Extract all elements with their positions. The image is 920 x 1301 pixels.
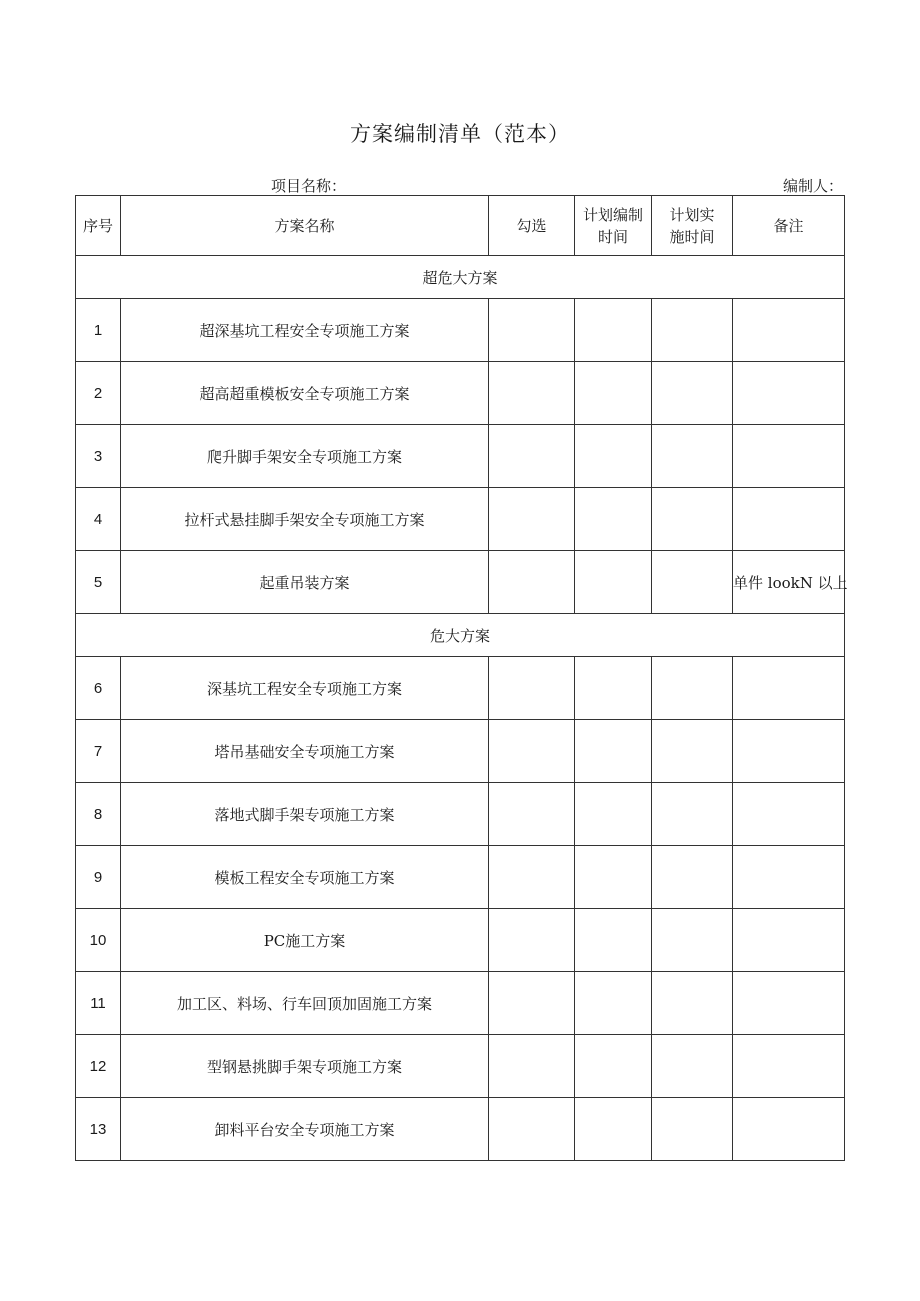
header-seq: 序号 xyxy=(76,196,121,256)
table-row xyxy=(76,299,845,362)
row-seq: 6 xyxy=(76,657,121,720)
row-check-cell[interactable] xyxy=(489,299,575,362)
row-planned-compile-time-cell[interactable] xyxy=(575,657,652,720)
row-remark[interactable] xyxy=(733,657,845,720)
row-plan-name: 模板工程安全专项施工方案 xyxy=(121,846,489,909)
section-title: 危大方案 xyxy=(76,614,845,657)
row-seq: 7 xyxy=(76,720,121,783)
plan-list-table xyxy=(75,195,848,1161)
table-row xyxy=(76,425,845,488)
row-planned-compile-time-cell[interactable] xyxy=(575,425,652,488)
table-row xyxy=(76,909,845,972)
row-planned-implement-time-cell[interactable] xyxy=(652,846,733,909)
section-title: 超危大方案 xyxy=(76,256,845,299)
row-plan-name: 塔吊基础安全专项施工方案 xyxy=(121,720,489,783)
row-remark[interactable] xyxy=(733,299,845,362)
row-planned-compile-time-cell[interactable] xyxy=(575,299,652,362)
row-planned-implement-time-cell[interactable] xyxy=(652,425,733,488)
row-remark[interactable] xyxy=(733,972,845,1035)
page-title: 方案编制清单（范本） xyxy=(350,122,570,146)
row-plan-name: 加工区、料场、行车回顶加固施工方案 xyxy=(121,972,489,1035)
section-row xyxy=(76,614,845,657)
header-plan-name: 方案名称 xyxy=(121,196,489,256)
row-planned-compile-time-cell[interactable] xyxy=(575,1098,652,1161)
row-check-cell[interactable] xyxy=(489,720,575,783)
table-row xyxy=(76,846,845,909)
row-planned-compile-time-cell[interactable] xyxy=(575,909,652,972)
row-planned-implement-time-cell[interactable] xyxy=(652,362,733,425)
table-row xyxy=(76,720,845,783)
row-planned-compile-time-cell[interactable] xyxy=(575,972,652,1035)
header-check: 勾选 xyxy=(489,196,575,256)
row-check-cell[interactable] xyxy=(489,783,575,846)
row-check-cell[interactable] xyxy=(489,488,575,551)
row-seq: 3 xyxy=(76,425,121,488)
row-seq: 13 xyxy=(76,1098,121,1161)
author-label: 编制人： xyxy=(782,177,843,195)
row-plan-name: PC施工方案 xyxy=(121,909,489,972)
row-remark[interactable] xyxy=(733,909,845,972)
row-planned-implement-time-cell[interactable] xyxy=(652,488,733,551)
row-planned-implement-time-cell[interactable] xyxy=(652,783,733,846)
row-check-cell[interactable] xyxy=(489,909,575,972)
header-planned-implement-time-line1: 计划实 xyxy=(669,205,715,224)
row-seq: 2 xyxy=(76,362,121,425)
row-planned-compile-time-cell[interactable] xyxy=(575,783,652,846)
header-planned-implement-time xyxy=(652,196,733,256)
row-plan-name: 卸料平台安全专项施工方案 xyxy=(121,1098,489,1161)
row-remark[interactable] xyxy=(733,1098,845,1161)
header-planned-compile-time-line2: 时间 xyxy=(597,227,628,246)
row-remark[interactable] xyxy=(733,1035,845,1098)
row-planned-implement-time-cell[interactable] xyxy=(652,909,733,972)
row-planned-compile-time-cell[interactable] xyxy=(575,846,652,909)
header-remark: 备注 xyxy=(733,196,845,256)
row-planned-implement-time-cell[interactable] xyxy=(652,972,733,1035)
row-planned-compile-time-cell[interactable] xyxy=(575,488,652,551)
table-row xyxy=(76,1098,845,1161)
table-header-row xyxy=(76,196,845,256)
row-planned-implement-time-cell[interactable] xyxy=(652,1035,733,1098)
row-seq: 1 xyxy=(76,299,121,362)
row-remark[interactable] xyxy=(733,846,845,909)
table-row xyxy=(76,488,845,551)
row-planned-implement-time-cell[interactable] xyxy=(652,657,733,720)
row-seq: 11 xyxy=(76,972,121,1035)
row-plan-name: 起重吊装方案 xyxy=(121,551,489,614)
row-check-cell[interactable] xyxy=(489,657,575,720)
table-row xyxy=(76,972,845,1035)
row-planned-implement-time-cell[interactable] xyxy=(652,551,733,614)
project-name-label: 项目名称： xyxy=(271,177,347,195)
header-planned-compile-time xyxy=(575,196,652,256)
table-row xyxy=(76,362,845,425)
row-remark[interactable] xyxy=(733,362,845,425)
table-row xyxy=(76,783,845,846)
row-planned-compile-time-cell[interactable] xyxy=(575,720,652,783)
row-seq: 12 xyxy=(76,1035,121,1098)
row-plan-name: 超高超重模板安全专项施工方案 xyxy=(121,362,489,425)
row-plan-name: 落地式脚手架专项施工方案 xyxy=(121,783,489,846)
row-plan-name: 爬升脚手架安全专项施工方案 xyxy=(121,425,489,488)
row-planned-implement-time-cell[interactable] xyxy=(652,720,733,783)
row-remark[interactable] xyxy=(733,425,845,488)
row-check-cell[interactable] xyxy=(489,1098,575,1161)
row-plan-name: 型钢悬挑脚手架专项施工方案 xyxy=(121,1035,489,1098)
row-plan-name: 拉杆式悬挂脚手架安全专项施工方案 xyxy=(121,488,489,551)
row-seq: 10 xyxy=(76,909,121,972)
section-row xyxy=(76,256,845,299)
row-seq: 4 xyxy=(76,488,121,551)
row-check-cell[interactable] xyxy=(489,551,575,614)
row-remark[interactable] xyxy=(733,783,845,846)
row-check-cell[interactable] xyxy=(489,1035,575,1098)
row-planned-implement-time-cell[interactable] xyxy=(652,1098,733,1161)
row-planned-compile-time-cell[interactable] xyxy=(575,551,652,614)
table-row xyxy=(76,657,845,720)
row-remark[interactable] xyxy=(733,488,845,551)
row-remark[interactable] xyxy=(733,720,845,783)
row-planned-implement-time-cell[interactable] xyxy=(652,299,733,362)
row-check-cell[interactable] xyxy=(489,425,575,488)
row-remark[interactable]: 单件 lookN 以上 xyxy=(733,551,845,614)
table-row xyxy=(76,551,845,614)
row-plan-name: 超深基坑工程安全专项施工方案 xyxy=(121,299,489,362)
table-row xyxy=(76,1035,845,1098)
row-planned-compile-time-cell[interactable] xyxy=(575,362,652,425)
row-seq: 5 xyxy=(76,551,121,614)
row-check-cell[interactable] xyxy=(489,362,575,425)
row-check-cell[interactable] xyxy=(489,846,575,909)
row-seq: 9 xyxy=(76,846,121,909)
header-planned-compile-time-line1: 计划编制 xyxy=(582,205,643,224)
row-check-cell[interactable] xyxy=(489,972,575,1035)
row-planned-compile-time-cell[interactable] xyxy=(575,1035,652,1098)
header-planned-implement-time-line2: 施时间 xyxy=(669,227,715,246)
row-plan-name: 深基坑工程安全专项施工方案 xyxy=(121,657,489,720)
row-seq: 8 xyxy=(76,783,121,846)
